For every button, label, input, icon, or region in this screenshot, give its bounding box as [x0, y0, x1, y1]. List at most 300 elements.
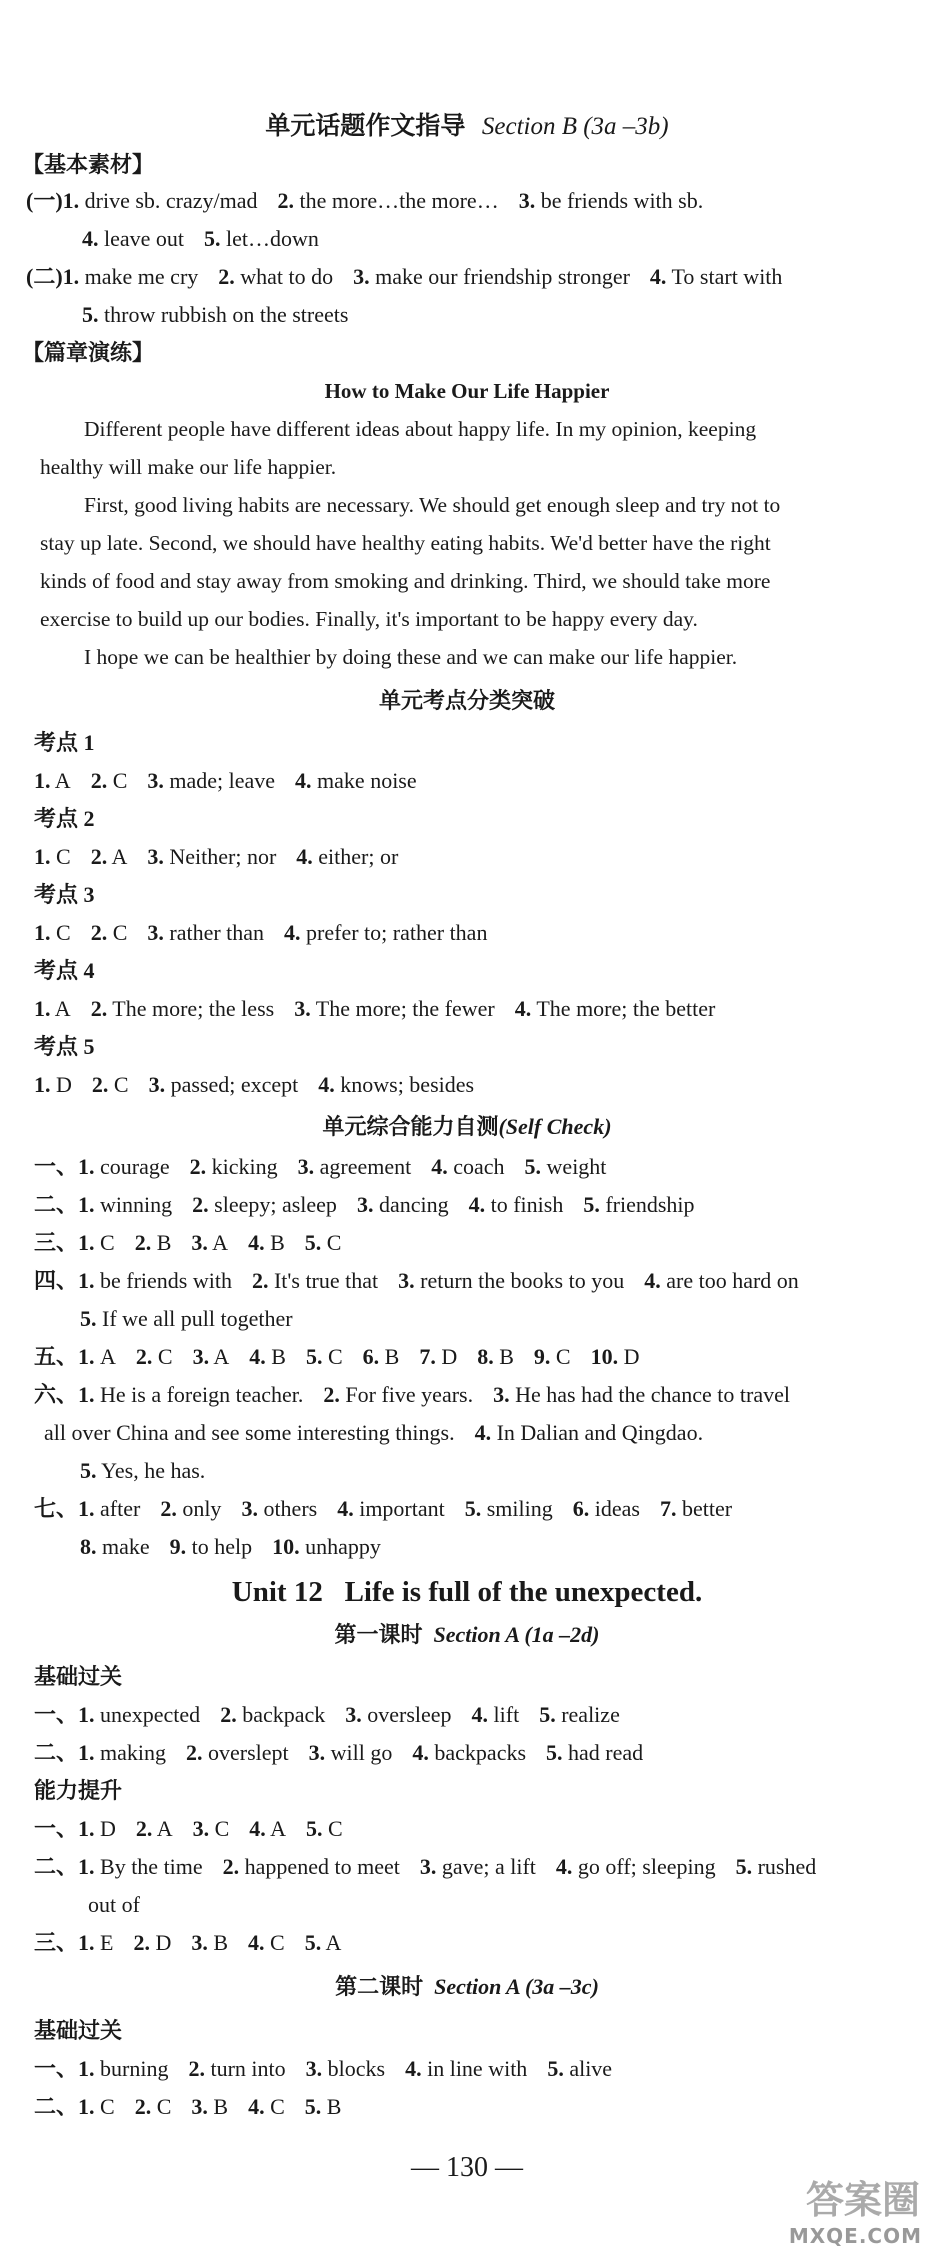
answer-item	[337, 1496, 445, 1521]
answer-text: A	[50, 768, 71, 793]
answer-item	[644, 1268, 799, 1293]
answer-number: 7.	[419, 1344, 436, 1369]
answer-text: In Dalian and Qingdao.	[491, 1420, 704, 1445]
answer-item	[78, 1192, 172, 1217]
answer-item	[546, 1740, 643, 1765]
answer-number: 4.	[284, 920, 301, 945]
answer-item	[305, 2094, 342, 2119]
answer-number: 1.	[78, 1816, 95, 1841]
answer-text: C	[322, 1344, 343, 1369]
answer-number: 4.	[248, 1930, 265, 1955]
answer-number: 3.	[192, 1816, 210, 1841]
answer-number: 2.	[90, 768, 108, 793]
point-label: 考点 2	[34, 806, 95, 831]
material-group1-line1: (一)1. drive sb. crazy/mad 2. the more…the more… 3. be friends with sb.	[26, 188, 704, 213]
answer-number: 2.	[188, 2056, 205, 2081]
answer-text: C	[321, 1230, 342, 1255]
answer-text: C	[152, 1344, 173, 1369]
answer-number: 1.	[62, 188, 80, 213]
answer-item	[135, 2094, 172, 2119]
answer-number: 2.	[220, 1702, 237, 1727]
answer-number: 1.	[34, 844, 51, 869]
answer-text: B	[207, 2094, 229, 2119]
answer-item	[477, 1344, 514, 1369]
answer-number: 3.	[308, 1740, 326, 1765]
answer-item	[191, 2094, 228, 2119]
point-answers	[34, 842, 934, 872]
answer-text: important	[353, 1496, 445, 1521]
answer-number: 4.	[405, 2056, 422, 2081]
lesson1-title: 第一课时 Section A (1a –2d)	[334, 1622, 600, 1647]
answer-text: unhappy	[299, 1534, 381, 1559]
answer-item	[412, 1740, 526, 1765]
answer-item	[249, 1344, 286, 1369]
answer-number: 1.	[34, 920, 51, 945]
answer-number: 3.	[305, 2056, 323, 2081]
answer-text: It's true that	[268, 1268, 379, 1293]
answer-text: what to do	[234, 264, 334, 289]
answer-number: 4.	[318, 1072, 335, 1097]
lesson2-basic-row: 一、1. burning 2. turn into 3. blocks 4. in line with 5. alive	[34, 2056, 613, 2081]
answer-number: 4.	[248, 2094, 265, 2119]
lesson2-basic-row: 二、1. C 2. C 3. B 4. C 5. B	[34, 2094, 342, 2119]
answer-number: 10.	[272, 1534, 300, 1559]
answer-item	[192, 1192, 337, 1217]
answer-text: agreement	[314, 1154, 412, 1179]
answer-item	[78, 1496, 140, 1521]
answer-text: B	[151, 1230, 172, 1255]
answer-number: 5.	[583, 1192, 600, 1217]
self-check-row: 二、1. winning 2. sleepy; asleep 3. dancing 4. to finish 5. friendship	[34, 1192, 695, 1217]
material-group2-line2	[82, 300, 934, 330]
self-check-row: 五、1. A 2. C 3. A 4. B 5. C 6. B 7. D 8. B 9. C 10. D	[34, 1344, 640, 1369]
answer-item	[298, 1154, 412, 1179]
answer-item	[736, 1854, 817, 1879]
answer-number: 1.	[78, 1930, 95, 1955]
self-check-row	[80, 1456, 934, 1486]
answer-text: be friends with	[94, 1268, 232, 1293]
answer-text: friendship	[599, 1192, 695, 1217]
answer-text: happened to meet	[239, 1854, 400, 1879]
answer-number: 4.	[514, 996, 532, 1021]
answer-item	[78, 1854, 203, 1879]
answer-item	[248, 2094, 285, 2119]
essay-title: How to Make Our Life Happier	[324, 379, 610, 403]
header-title-en: Section B (3a –3b)	[481, 113, 669, 140]
answer-item	[63, 188, 258, 213]
answer-item	[252, 1268, 378, 1293]
answer-text: B	[264, 1230, 285, 1255]
answer-text: C	[107, 920, 128, 945]
answer-item	[78, 2094, 115, 2119]
answer-item	[591, 1344, 640, 1369]
answer-text: throw rubbish on the streets	[98, 302, 349, 327]
self-check-row: 三、1. C 2. B 3. A 4. B 5. C	[34, 1230, 342, 1255]
answer-number: 1.	[34, 1072, 51, 1097]
basic-label: 基础过关	[34, 2018, 123, 2043]
answer-item	[88, 1892, 140, 1917]
answer-item	[306, 2056, 385, 2081]
answer-item	[147, 768, 275, 793]
answer-text: The more; the better	[531, 996, 716, 1021]
answer-number: 1.	[34, 768, 51, 793]
answer-text: make	[96, 1534, 150, 1559]
answer-number: 4.	[474, 1420, 492, 1445]
answer-number: 1.	[78, 2094, 95, 2119]
point-answers	[34, 766, 934, 796]
answer-item	[34, 1072, 72, 1097]
answer-item	[44, 1420, 455, 1445]
answer-text: B	[207, 1930, 229, 1955]
answer-item	[519, 188, 704, 213]
answer-text: lift	[488, 1702, 520, 1727]
answer-text: burning	[94, 2056, 169, 2081]
answer-text: B	[379, 1344, 400, 1369]
answer-number: 5.	[546, 1740, 563, 1765]
answer-number: 3.	[191, 2094, 208, 2119]
answer-text: making	[94, 1740, 167, 1765]
answer-number: 1.	[78, 1854, 95, 1879]
answer-number: 3.	[241, 1496, 258, 1521]
answer-item	[147, 920, 264, 945]
answer-item	[160, 1496, 221, 1521]
answer-number: 3.	[294, 996, 311, 1021]
answer-item	[80, 1534, 150, 1559]
answer-number: 1.	[78, 1702, 95, 1727]
answer-number: 2.	[133, 1930, 150, 1955]
answer-number: 1.	[78, 1154, 95, 1179]
answer-number: 1.	[78, 2056, 95, 2081]
answer-text: A	[209, 1344, 230, 1369]
answer-number: 4.	[555, 1854, 573, 1879]
material-group1-line2	[82, 224, 934, 254]
answer-number: 2.	[135, 1344, 153, 1369]
answer-item	[363, 1344, 400, 1369]
answer-number: 5.	[305, 1816, 323, 1841]
answer-item	[398, 1268, 624, 1293]
answer-text: make me cry	[79, 264, 199, 289]
answer-number: 4.	[471, 1702, 489, 1727]
answer-item	[323, 1382, 473, 1407]
answer-item	[248, 1930, 285, 1955]
answer-text: B	[321, 2094, 342, 2119]
answer-number: 9.	[533, 1344, 551, 1369]
answer-number: 3.	[191, 1930, 208, 1955]
answer-text: D	[149, 1930, 172, 1955]
answer-item	[223, 1854, 400, 1879]
answer-text: either; or	[312, 844, 399, 869]
answer-number: 1.	[78, 1268, 95, 1293]
answer-item	[305, 1930, 342, 1955]
answer-text: let…down	[220, 226, 319, 251]
self-check-row	[80, 1304, 934, 1334]
answer-number: 4.	[82, 226, 99, 251]
answer-item	[136, 1816, 173, 1841]
answer-item	[420, 1854, 536, 1879]
answer-number: 1.	[78, 1740, 95, 1765]
answer-item	[296, 844, 398, 869]
answer-text: C	[107, 768, 128, 793]
answer-number: 9.	[169, 1534, 187, 1559]
answer-item	[34, 844, 71, 869]
answer-text: make noise	[311, 768, 417, 793]
answer-number: 3.	[148, 1072, 166, 1097]
answer-item	[92, 1072, 129, 1097]
answer-item	[249, 1816, 286, 1841]
answer-item	[218, 264, 333, 289]
answer-number: 5.	[80, 1458, 97, 1483]
answer-number: 6.	[572, 1496, 590, 1521]
answer-text: return the books to you	[414, 1268, 625, 1293]
answer-item	[190, 1154, 278, 1179]
answer-text: backpacks	[428, 1740, 527, 1765]
answer-item	[309, 1740, 393, 1765]
answer-text: backpack	[236, 1702, 326, 1727]
answer-text: D	[50, 1072, 72, 1097]
unit-title: Unit 12 Life is full of the unexpected.	[231, 1576, 703, 1608]
self-check-row: 四、1. be friends with 2. It's true that 3. return the books to you 4. are too hard on	[34, 1268, 799, 1293]
answer-item	[573, 1496, 640, 1521]
answer-number: 4.	[412, 1740, 429, 1765]
self-check-row: 一、1. courage 2. kicking 3. agreement 4. coach 5. weight	[34, 1154, 607, 1179]
answer-number: 3.	[345, 1702, 362, 1727]
essay-line: stay up late. Second, we should have healthy eating habits. We'd better have the right	[40, 531, 771, 555]
answer-text: C	[94, 2094, 115, 2119]
lesson2-title: 第二课时 Section A (3a –3c)	[335, 1974, 599, 1999]
answer-number: 3.	[419, 1854, 437, 1879]
answer-number: 2.	[186, 1740, 203, 1765]
point-label: 考点 5	[34, 1034, 95, 1059]
answer-text: If we all pull together	[96, 1306, 293, 1331]
answer-text: blocks	[322, 2056, 386, 2081]
essay-line: First, good living habits are necessary. We should get enough sleep and try not to	[84, 493, 781, 517]
ability-label: 能力提升	[34, 1778, 123, 1803]
answer-item	[306, 1344, 343, 1369]
answer-item	[547, 2056, 612, 2081]
answer-item	[220, 1702, 325, 1727]
answer-item	[193, 1816, 230, 1841]
answer-text: By the time	[94, 1854, 203, 1879]
answer-item	[78, 1740, 166, 1765]
answer-text: prefer to; rather than	[300, 920, 488, 945]
answer-number: 5.	[547, 2056, 564, 2081]
answer-item	[78, 1230, 115, 1255]
answer-text: to finish	[485, 1192, 564, 1217]
answer-item	[34, 768, 71, 793]
answer-text: C	[264, 2094, 285, 2119]
answer-text: leave out	[98, 226, 185, 251]
answer-number: 3.	[147, 844, 164, 869]
answer-item	[78, 2056, 168, 2081]
answer-item	[469, 1192, 564, 1217]
answer-text: knows; besides	[334, 1072, 475, 1097]
answer-number: 7.	[659, 1496, 677, 1521]
answer-item	[188, 2056, 285, 2081]
answer-item	[135, 1230, 172, 1255]
answer-text: A	[265, 1816, 286, 1841]
answer-number: 5.	[735, 1854, 753, 1879]
answer-item	[186, 1740, 289, 1765]
essay-line: Different people have different ideas about happy life. In my opinion, keeping	[84, 417, 757, 441]
answer-item	[78, 1816, 116, 1841]
answer-text: others	[257, 1496, 318, 1521]
answer-item	[133, 1930, 171, 1955]
answer-text: C	[264, 1930, 285, 1955]
answer-text: Yes, he has.	[96, 1458, 206, 1483]
answer-item	[405, 2056, 527, 2081]
answer-text: C	[108, 1072, 129, 1097]
answer-number: 2.	[91, 1072, 109, 1097]
essay-label: 【篇章演练】	[22, 340, 155, 365]
answer-text: C	[50, 844, 71, 869]
essay-line: I hope we can be healthier by doing these and we can make our life happier.	[84, 645, 738, 669]
point-answers	[34, 994, 934, 1024]
answer-text: winning	[94, 1192, 173, 1217]
answer-item	[294, 996, 495, 1021]
answer-text: rather than	[163, 920, 265, 945]
answer-number: 3.	[518, 188, 536, 213]
point-label: 考点 4	[34, 958, 95, 983]
answer-number: 5.	[82, 302, 99, 327]
answer-item	[91, 920, 128, 945]
essay-line: healthy will make our life happier.	[40, 455, 337, 479]
answer-number: 4.	[248, 1230, 265, 1255]
answer-text: coach	[447, 1154, 505, 1179]
answer-number: 1.	[34, 996, 51, 1021]
answer-text: B	[493, 1344, 514, 1369]
answer-number: 2.	[90, 844, 108, 869]
answer-item	[191, 1930, 228, 1955]
answer-item	[525, 1154, 607, 1179]
answer-item	[241, 1496, 317, 1521]
answer-text: only	[176, 1496, 222, 1521]
answer-text: To start with	[666, 264, 783, 289]
self-check-row: 七、1. after 2. only 3. others 4. important 5. smiling 6. ideas 7. better	[34, 1496, 733, 1521]
self-check-title: 单元综合能力自测(Self Check)	[322, 1114, 612, 1139]
lesson1-ability-row: 二、1. By the time 2. happened to meet 3. gave; a lift 4. go off; sleeping 5. rushed	[34, 1854, 817, 1879]
answer-text: C	[151, 2094, 172, 2119]
answer-item	[534, 1344, 571, 1369]
answer-item	[170, 1534, 253, 1559]
answer-number: 8.	[80, 1534, 97, 1559]
answer-text: gave; a lift	[436, 1854, 536, 1879]
answer-number: 1.	[78, 1344, 95, 1369]
answer-number: 2.	[189, 1154, 207, 1179]
answer-item	[78, 1382, 303, 1407]
answer-item	[465, 1496, 553, 1521]
answer-item	[91, 768, 128, 793]
answer-text: courage	[94, 1154, 170, 1179]
material-group2-line1: (二)1. make me cry 2. what to do 3. make our friendship stronger 4. To start with	[26, 264, 783, 289]
answer-text: out of	[88, 1892, 140, 1917]
answer-text: A	[50, 996, 71, 1021]
answer-number: 2.	[134, 2094, 152, 2119]
answer-text: made; leave	[163, 768, 276, 793]
answer-number: 5.	[464, 1496, 482, 1521]
answer-text: D	[94, 1816, 116, 1841]
page-number: — 130 —	[411, 2152, 523, 2183]
answer-item	[431, 1154, 504, 1179]
answer-item	[539, 1702, 620, 1727]
answer-item	[191, 1230, 228, 1255]
answer-text: the more…the more…	[294, 188, 499, 213]
answer-item	[475, 1420, 704, 1445]
point-label: 考点 3	[34, 882, 95, 907]
answer-item	[82, 302, 348, 327]
answer-number: 3.	[147, 768, 164, 793]
answer-number: 4.	[249, 1344, 266, 1369]
answer-text: passed; except	[165, 1072, 299, 1097]
answer-item	[78, 1702, 200, 1727]
answer-number: 5.	[304, 1930, 322, 1955]
answer-text: are too hard on	[660, 1268, 799, 1293]
answer-text: B	[265, 1344, 286, 1369]
answer-text: C	[50, 920, 71, 945]
answer-item	[305, 1230, 342, 1255]
answer-text: sleepy; asleep	[208, 1192, 337, 1217]
answer-text: weight	[541, 1154, 607, 1179]
answer-item	[204, 226, 319, 251]
answer-item	[515, 996, 716, 1021]
answer-number: 3.	[191, 1230, 208, 1255]
self-check-row	[44, 1418, 934, 1448]
answer-item	[295, 768, 417, 793]
answer-item	[248, 1230, 285, 1255]
answer-text: turn into	[204, 2056, 286, 2081]
answer-text: alive	[563, 2056, 613, 2081]
answer-item	[80, 1306, 293, 1331]
answer-number: 3.	[192, 1344, 210, 1369]
answer-number: 4.	[337, 1496, 354, 1521]
answer-text: C	[209, 1816, 230, 1841]
essay-line: exercise to build up our bodies. Finally, it's important to be happy every day.	[40, 607, 698, 631]
answer-number: 10.	[590, 1344, 619, 1369]
lesson1-basic-row: 一、1. unexpected 2. backpack 3. oversleep 4. lift 5. realize	[34, 1702, 620, 1727]
answer-number: 2.	[323, 1382, 340, 1407]
answer-text: all over China and see some interesting things.	[44, 1420, 455, 1445]
answer-text: D	[618, 1344, 640, 1369]
answer-item	[556, 1854, 716, 1879]
answer-number: 5.	[304, 2094, 322, 2119]
answer-item	[78, 1930, 113, 1955]
answer-text: C	[322, 1816, 343, 1841]
answer-text: A	[207, 1230, 229, 1255]
answer-item	[345, 1702, 451, 1727]
section-header	[0, 112, 934, 142]
answer-item	[284, 920, 487, 945]
answer-number: 2.	[251, 1268, 269, 1293]
answer-text: E	[94, 1930, 114, 1955]
answer-text: He is a foreign teacher.	[94, 1382, 304, 1407]
answer-number: 4.	[296, 844, 313, 869]
answer-number: 5.	[524, 1154, 542, 1179]
answer-text: C	[94, 1230, 115, 1255]
answer-text: rushed	[752, 1854, 817, 1879]
answer-text: dancing	[373, 1192, 449, 1217]
answer-item	[272, 1534, 381, 1559]
answer-number: 4.	[468, 1192, 486, 1217]
answer-text: ideas	[589, 1496, 640, 1521]
answer-number: 2.	[90, 996, 108, 1021]
header-title-cn: 单元话题作文指导	[265, 113, 466, 140]
answer-item	[419, 1344, 457, 1369]
answer-number: 1.	[78, 1496, 95, 1521]
answer-item	[91, 996, 275, 1021]
answer-item	[34, 920, 71, 945]
watermark-logo: 答案圈	[805, 2178, 920, 2222]
self-check-row	[80, 1532, 934, 1562]
material-label: 【基本素材】	[22, 152, 155, 177]
